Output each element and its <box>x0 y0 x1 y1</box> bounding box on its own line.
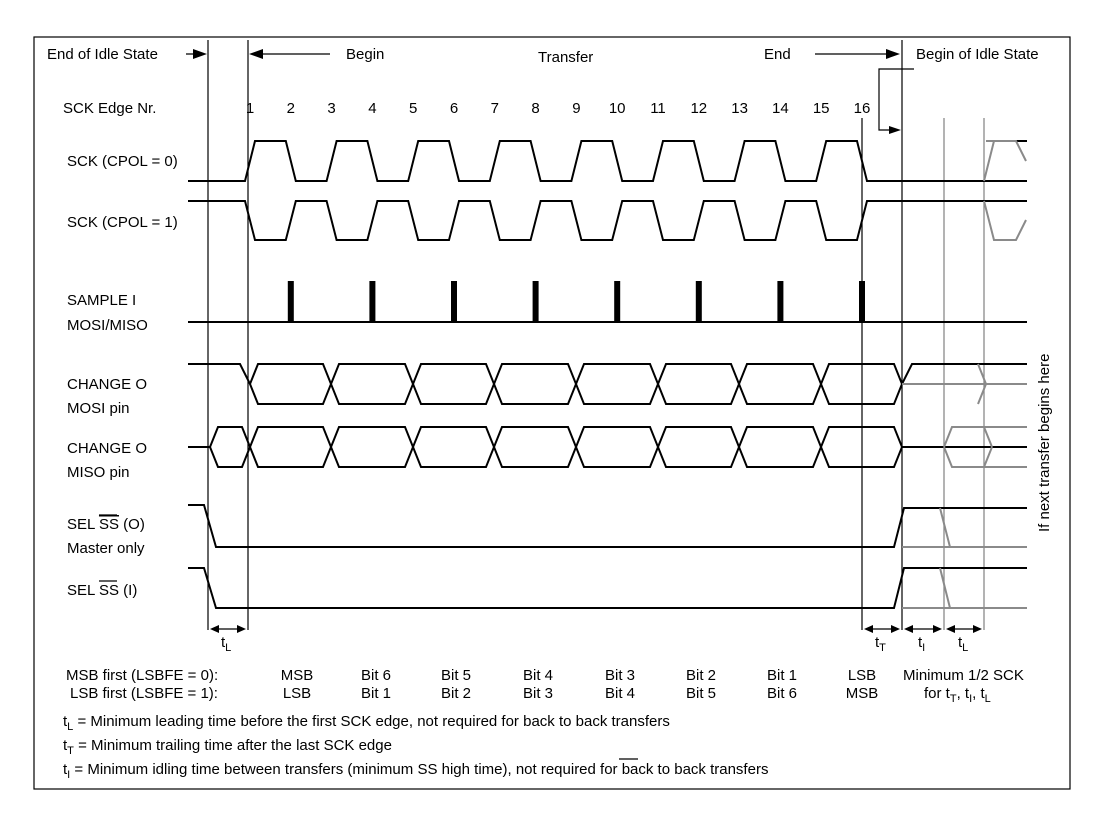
sel-in-ghost-2 <box>940 568 950 608</box>
lsb-bit-cell: Bit 5 <box>685 685 717 702</box>
miso-cell <box>413 427 494 467</box>
end-idle-arrowhead <box>193 49 207 59</box>
edge-number: 1 <box>245 100 255 117</box>
miso-cell <box>250 427 331 467</box>
edge-number: 4 <box>368 100 377 117</box>
miso-label-line2: MISO pin <box>67 464 130 481</box>
msb-first-label: MSB first (LSBFE = 0): <box>66 667 219 684</box>
mosi-label-line1: CHANGE O <box>67 376 148 393</box>
miso-cell <box>331 427 413 467</box>
lsb-bit-cell: LSB <box>282 685 312 702</box>
msb-bit-cell: MSB <box>280 667 314 684</box>
ti-head-l <box>904 625 913 633</box>
legend-ti: $t_I$ = Minimum idling time between transfers (minimum SS high time), not required for back to back transfers <box>63 761 769 781</box>
sample-strobe <box>369 281 375 322</box>
miso-cell <box>210 427 250 467</box>
sck-cpol1-next-pulse <box>984 201 1026 240</box>
tt-head-r <box>891 625 900 633</box>
begin-label: Begin <box>346 46 385 63</box>
sample-strobe <box>288 281 294 322</box>
edge-number: 5 <box>409 100 418 117</box>
edge-number: 16 <box>853 100 871 117</box>
sck-cpol0-wave <box>188 141 1027 181</box>
miso-cell <box>576 427 658 467</box>
sel-out-ghost-2 <box>940 508 950 547</box>
mosi-cell <box>494 364 576 404</box>
begin-idle-bent-line <box>879 69 914 130</box>
mosi-cell <box>331 364 413 404</box>
lsb-bit-cell: Bit 4 <box>604 685 636 702</box>
begin-idle-label: Begin of Idle State <box>916 46 1039 63</box>
end-label: End <box>764 46 791 63</box>
mosi-cell <box>250 364 331 404</box>
miso-cell <box>658 427 739 467</box>
begin-arrowhead <box>249 49 263 59</box>
waveforms <box>188 141 1027 608</box>
sck-cpol0-next-pulse <box>984 141 1026 181</box>
lsb-bit-cell: Bit 3 <box>522 685 554 702</box>
ti-head-r <box>933 625 942 633</box>
side-note: If next transfer begins here <box>1036 353 1053 532</box>
mosi-cell <box>576 364 658 404</box>
end-arrowhead <box>886 49 900 59</box>
sel-in-label: SEL SS (I) <box>67 582 138 599</box>
mosi-post <box>902 364 1027 384</box>
mosi-pre <box>188 364 250 384</box>
edge-number: 13 <box>731 100 748 117</box>
legend-tt: $t_T$ = Minimum trailing time after the last SCK edge <box>63 737 392 757</box>
lsb-bit-cell: Bit 6 <box>766 685 798 702</box>
lsb-bit-cell: MSB <box>845 685 879 702</box>
edge-number: 15 <box>812 100 830 117</box>
sample-strobe <box>451 281 457 322</box>
tt-label: $t_T$ <box>875 634 886 654</box>
mosi-label-line2: MOSI pin <box>67 400 130 417</box>
edge-number: 8 <box>531 100 540 117</box>
msb-bit-cell: Bit 3 <box>604 667 636 684</box>
edge-number: 12 <box>690 100 708 117</box>
tl-right-label: $t_L$ <box>958 634 969 654</box>
end-idle-label: End of Idle State <box>47 46 158 63</box>
edge-number: 11 <box>650 100 666 117</box>
sample-strobe <box>533 281 539 322</box>
miso-label-line1: CHANGE O <box>67 440 148 457</box>
sample-strobe <box>614 281 620 322</box>
tl-right-head-l <box>946 625 955 633</box>
sample-label-line2: MOSI/MISO <box>67 317 148 334</box>
msb-bit-cell: LSB <box>847 667 877 684</box>
ss-overbar-text: SS <box>98 516 119 533</box>
msb-bit-cell: Bit 1 <box>766 667 798 684</box>
edge-number: 14 <box>772 100 789 117</box>
bit-order-cells <box>281 667 879 702</box>
edge-number: 6 <box>449 100 459 117</box>
mosi-cell <box>739 364 821 404</box>
min-half-sck-line1: Minimum 1/2 SCK <box>903 667 1024 684</box>
sel-out-label: SEL SS (O) <box>67 516 145 533</box>
edge-number: 9 <box>572 100 581 117</box>
tl-left-head-r <box>237 625 246 633</box>
edge-row-label: SCK Edge Nr. <box>63 100 157 117</box>
lsb-bit-cell: Bit 1 <box>360 685 392 702</box>
min-half-sck-line2: for $t_T$, $t_I$, $t_L$ <box>924 685 991 705</box>
tl-left-head-l <box>210 625 219 633</box>
edge-numbers <box>246 100 871 117</box>
miso-cell <box>739 427 821 467</box>
mosi-cell <box>413 364 494 404</box>
msb-bit-cell: Bit 2 <box>685 667 717 684</box>
sel-in-wave <box>188 568 1027 608</box>
sel-out-label-line2: Master only <box>67 540 145 557</box>
begin-idle-bent-arrowhead <box>889 126 901 134</box>
sample-strobe <box>777 281 783 322</box>
tl-right-head-r <box>973 625 982 633</box>
sck-cpol0-label: SCK (CPOL = 0) <box>67 153 178 170</box>
edge-number: 2 <box>286 100 295 117</box>
sel-out-wave <box>188 505 1027 547</box>
transfer-label: Transfer <box>538 49 594 66</box>
ti-label: $t_I$ <box>918 634 926 654</box>
msb-bit-cell: Bit 5 <box>440 667 472 684</box>
edge-number: 7 <box>490 100 499 117</box>
sample-strobe <box>696 281 702 322</box>
sck-cpol1-wave <box>188 201 1027 240</box>
msb-bit-cell: Bit 4 <box>522 667 554 684</box>
tl-left-label: $t_L$ <box>221 634 232 654</box>
legend-tl: $t_L$ = Minimum leading time before the first SCK edge, not required for back to back transfers <box>63 713 670 733</box>
lsb-first-label: LSB first (LSBFE = 1): <box>70 685 218 702</box>
tt-head-l <box>864 625 873 633</box>
msb-bit-cell: Bit 6 <box>360 667 392 684</box>
miso-cell <box>494 427 576 467</box>
sample-strobe <box>859 281 865 322</box>
mosi-cell <box>658 364 739 404</box>
sck-cpol1-label: SCK (CPOL = 1) <box>67 214 178 231</box>
edge-number: 10 <box>608 100 626 117</box>
sample-label-line1: SAMPLE I <box>67 292 137 309</box>
edge-number: 3 <box>327 100 336 117</box>
lsb-bit-cell: Bit 2 <box>440 685 472 702</box>
